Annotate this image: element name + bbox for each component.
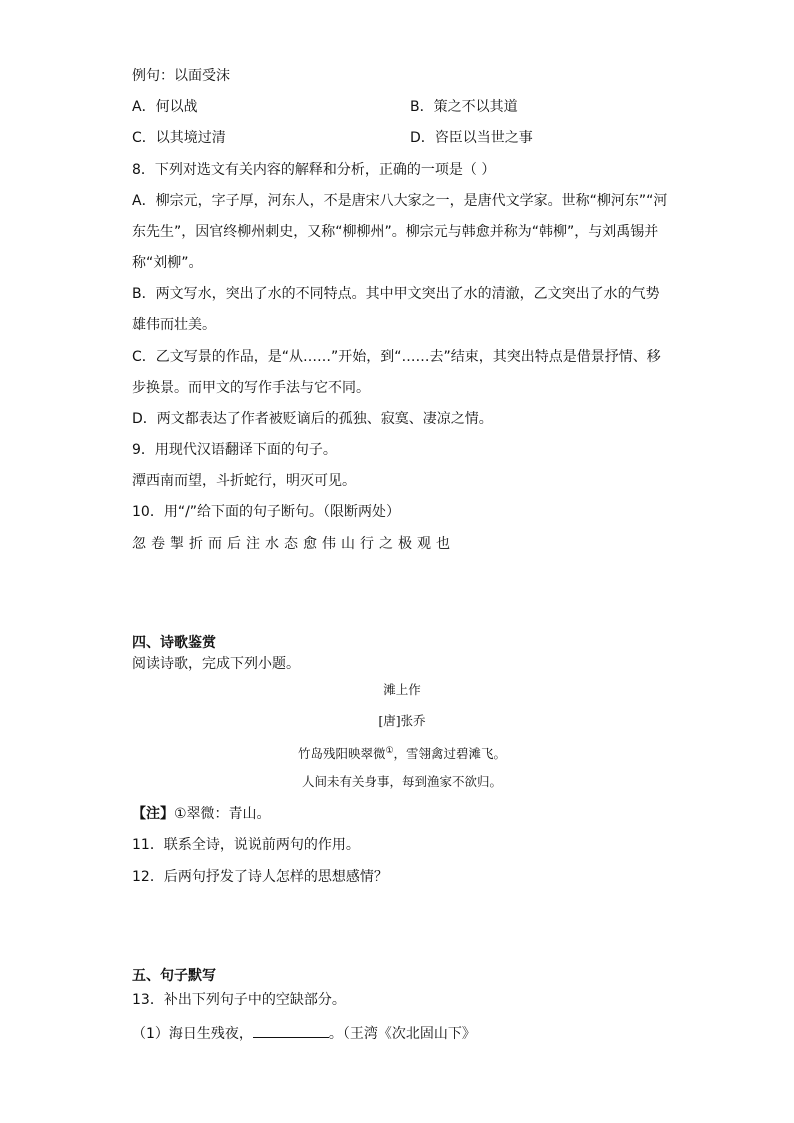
- q8-option-c-line2: 步换景。而甲文的写作手法与它不同。: [132, 380, 370, 396]
- poem-line-1-rest: ，雪翎禽过碧滩飞。: [393, 746, 507, 762]
- option-b: B．策之不以其道: [410, 99, 518, 115]
- option-a: A．何以战: [132, 99, 198, 115]
- q8-option-a-line3: 称“刘柳”。: [132, 255, 203, 271]
- q8-option-b-line2: 雄伟而壮美。: [132, 317, 216, 333]
- poem-line-1-main: 竹岛残阳映翠微: [297, 746, 386, 762]
- question-9-sentence: 潭西南而望，斗折蛇行，明灭可见。: [132, 473, 356, 489]
- section-5-heading: 五、句子默写: [132, 968, 216, 984]
- item-1-before: （1）海日生残夜，: [132, 1026, 253, 1042]
- question-12: 12．后两句抒发了诗人怎样的思想感情？: [132, 869, 388, 885]
- option-row-ab: [132, 98, 692, 116]
- section-4-intro: 阅读诗歌，完成下列小题。: [132, 656, 300, 672]
- question-8-stem: 8．下列对选文有关内容的解释和分析，正确的一项是（ ）: [132, 162, 496, 178]
- q8-option-a-line1: A．柳宗元，字子厚，河东人，不是唐宋八大家之一，是唐代文学家。世称“柳河东”“河: [132, 193, 668, 209]
- note-text: ①翠微：青山。: [174, 806, 271, 822]
- question-13: 13．补出下列句子中的空缺部分。: [132, 992, 346, 1008]
- q8-option-a-line2: 东先生”，因官终柳州刺史，又称“柳柳州”。柳宗元与韩愈并称为“韩柳”，与刘禹锡并: [132, 224, 659, 240]
- footnote-marker: ①: [385, 746, 394, 756]
- q8-option-b-line1: B．两文写水，突出了水的不同特点。其中甲文突出了水的清澈，乙文突出了水的气势: [132, 286, 660, 302]
- question-10-sentence: 忽卷掣折而后注水态愈伟山行之极观也: [132, 536, 455, 552]
- poem-note: [132, 805, 672, 823]
- question-10-stem: 10．用“/”给下面的句子断句。（限断两处）: [132, 504, 401, 520]
- poem-title: 滩上作: [383, 682, 421, 697]
- poem-line-2: 人间未有关身事，每到渔家不欲归。: [301, 774, 502, 789]
- example-sentence: 例句：以面受沫: [132, 68, 230, 84]
- q8-option-c-line1: C．乙文写景的作品，是“从……”开始，到“……去”结束，其突出特点是借景抒情、移: [132, 349, 661, 365]
- section-4-heading: 四、诗歌鉴赏: [132, 635, 216, 651]
- poem-line-1: [132, 743, 672, 762]
- q8-option-d-line1: D．两文都表达了作者被贬谪后的孤独、寂寞、凄凉之情。: [132, 411, 493, 427]
- question-13-item-1: [132, 1024, 672, 1043]
- fill-in-blank[interactable]: [253, 1024, 329, 1038]
- item-1-after: 。（王湾《次北固山下》: [328, 1026, 476, 1042]
- question-11: 11．联系全诗，说说前两句的作用。: [132, 837, 360, 853]
- option-d: D．咨臣以当世之事: [410, 130, 533, 146]
- note-label: 【注】: [132, 806, 174, 822]
- option-row-cd: [132, 129, 692, 147]
- option-c: C．以其境过清: [132, 130, 226, 146]
- question-9-stem: 9．用现代汉语翻译下面的句子。: [132, 442, 337, 458]
- poem-author: [唐]张乔: [378, 713, 426, 728]
